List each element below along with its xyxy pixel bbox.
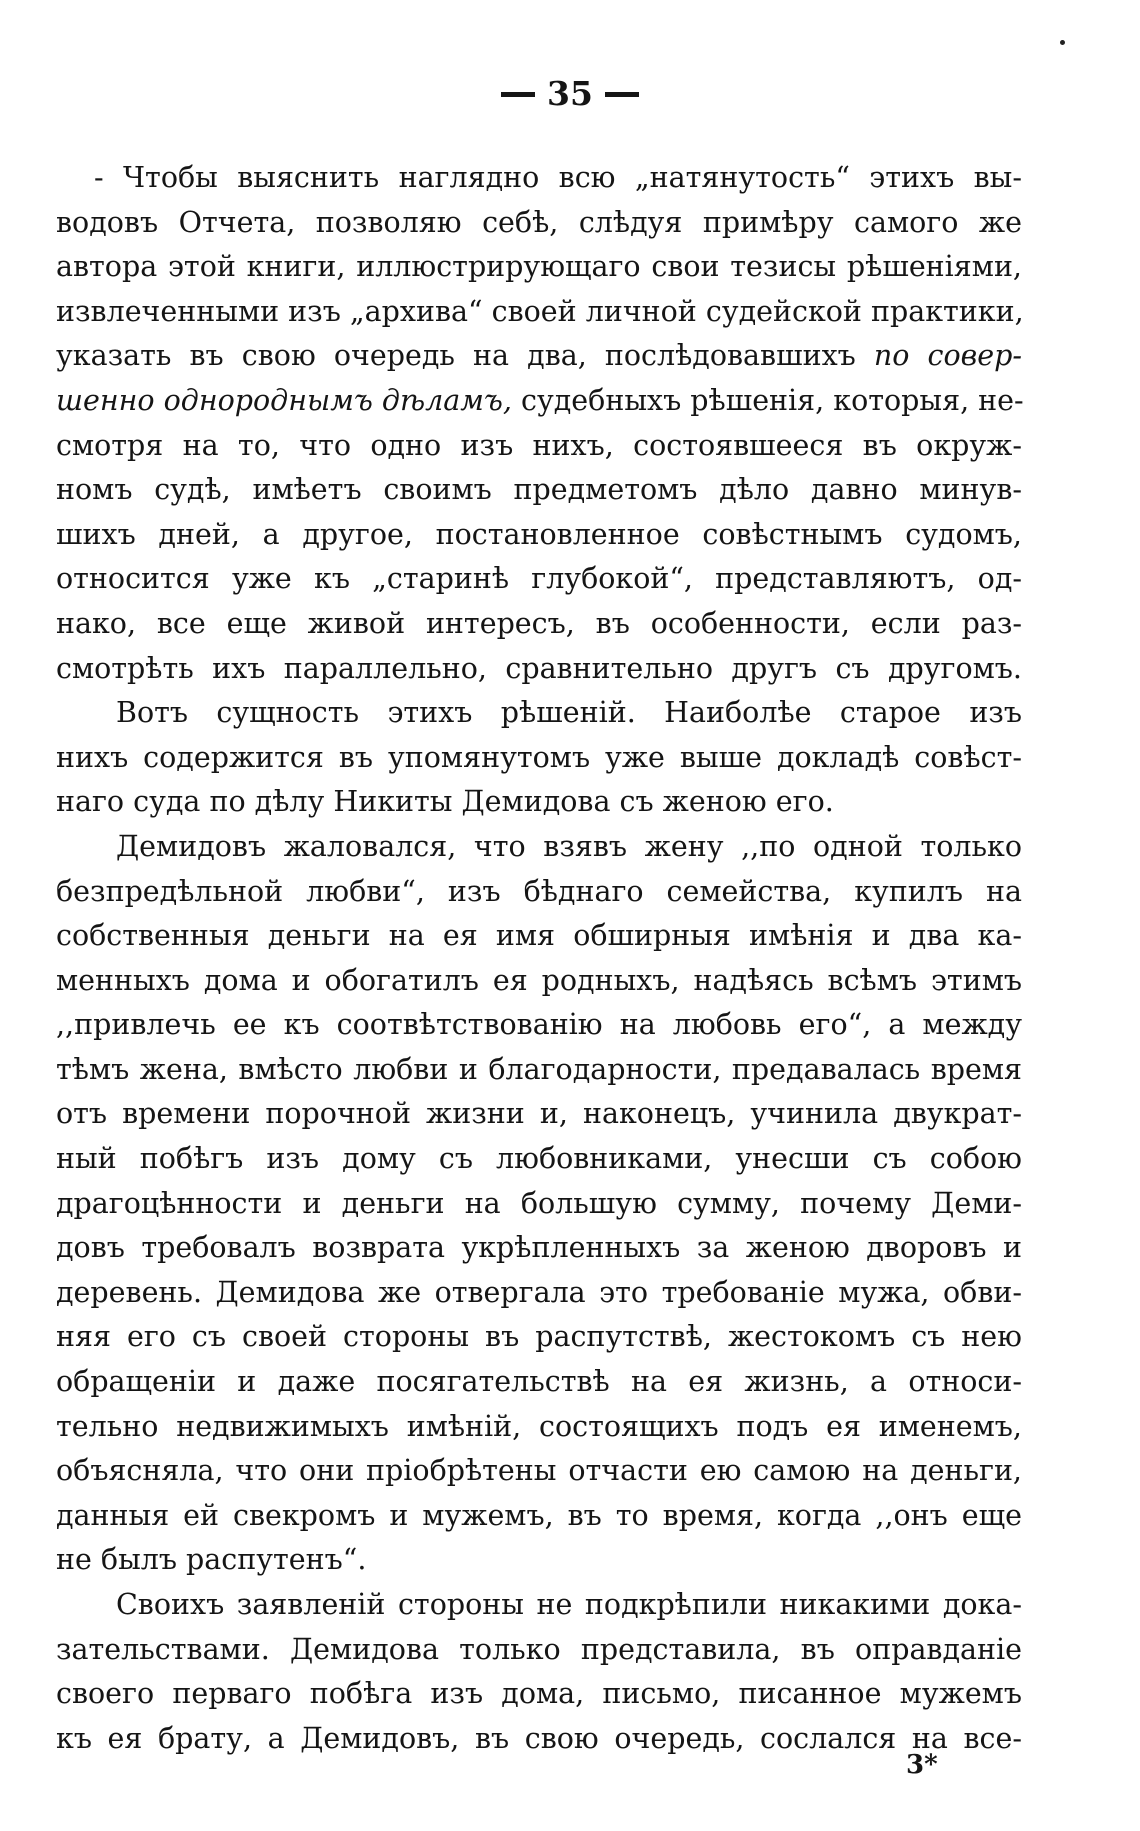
text-line-5 — [56, 334, 1022, 379]
text-line-17: безпредѣльной любви“, изъ бѣднаго семейства, купилъ на — [56, 874, 1022, 908]
text-line-10: относится уже къ „старинѣ глубокой“, представляютъ, од- — [56, 562, 1022, 596]
text-line-21: тѣмъ жена, вмѣсто любви и благодарности, предавалась время — [56, 1052, 1022, 1086]
text-line-26: деревень. Демидова же отвергала это требованіе мужа, обви- — [56, 1275, 1022, 1309]
text-line-33: Своихъ заявленій стороны не подкрѣпили никакими дока- — [116, 1588, 1022, 1621]
page-number-header — [0, 72, 1140, 116]
header-dash-right — [605, 92, 639, 97]
text-line-18: собственныя деньги на ея имя обширныя имѣнія и два ка- — [56, 919, 1022, 953]
text-line-22: отъ времени порочной жизни и, наконецъ, учинила двукрат- — [56, 1097, 1022, 1131]
text-line-25: довъ требовалъ возврата укрѣпленныхъ за женою дворовъ и — [56, 1231, 1022, 1265]
text-line-30: объясняла, что они пріобрѣтены отчасти ею самою на деньги, — [56, 1454, 1022, 1488]
text-line-3: автора этой книги, иллюстрирующаго свои тезисы рѣшеніями, — [56, 250, 1022, 284]
text-line-23: ный побѣгъ изъ дому съ любовниками, унесши съ собою — [56, 1142, 1022, 1176]
text-line-27: няя его съ своей стороны въ распутствѣ, жестокомъ съ нею — [56, 1320, 1022, 1354]
text-line-15: наго суда по дѣлу Никиты Демидова съ женою его. — [56, 785, 834, 819]
text-line-1: - Чтобы выяснить наглядно всю „натянутость“ этихъ вы- — [94, 161, 1022, 194]
text-line-13: Вотъ сущность этихъ рѣшеній. Наиболѣе старое изъ — [116, 696, 1022, 730]
signature-mark: 3* — [906, 1750, 938, 1780]
text-line-6-roman: судебныхъ рѣшенія, которыя, не- — [521, 383, 1024, 417]
text-line-2: водовъ Отчета, позволяю себѣ, слѣдуя примѣру самого же — [56, 205, 1022, 239]
text-line-6 — [56, 379, 1022, 424]
text-line-9: шихъ дней, а другое, постановленное совѣстнымъ судомъ, — [56, 517, 1022, 551]
text-line-28: обращеніи и даже посягательствѣ на ея жизнь, а относи- — [56, 1365, 1022, 1399]
text-line-7: смотря на то, что одно изъ нихъ, состоявшееся въ окруж- — [56, 428, 1022, 462]
text-line-12: смотрѣть ихъ параллельно, сравнительно другъ съ другомъ. — [56, 651, 1022, 685]
text-line-35: своего перваго побѣга изъ дома, письмо, писанное мужемъ — [56, 1677, 1022, 1711]
body-text — [56, 156, 1022, 1761]
italic-phrase-part-2: шенно однороднымъ дѣламъ, — [56, 383, 512, 417]
text-line-36: къ ея брату, а Демидовъ, въ свою очередь, сослался на все- — [56, 1721, 1022, 1755]
text-line-16: Демидовъ жаловался, что взявъ жену ,,по одной только — [116, 829, 1022, 863]
text-line-19: менныхъ дома и обогатилъ ея родныхъ, надѣясь всѣмъ этимъ — [56, 963, 1022, 997]
text-line-32: не былъ распутенъ“. — [56, 1543, 367, 1577]
text-line-24: драгоцѣнности и деньги на большую сумму, почему Деми- — [56, 1186, 1022, 1220]
text-line-20: ,,привлечь ее къ соотвѣтствованію на любовь его“, а между — [56, 1008, 1022, 1042]
italic-phrase-part-1: по совер- — [873, 339, 1022, 373]
text-line-5-roman: указать въ свою очередь на два, послѣдовавшихъ — [56, 339, 856, 373]
text-line-11: нако, все еще живой интересъ, въ особенности, если раз- — [56, 606, 1022, 640]
header-dash-left — [501, 92, 535, 97]
text-line-8: номъ судѣ, имѣетъ своимъ предметомъ дѣло давно минув- — [56, 473, 1022, 507]
text-line-31: данныя ей свекромъ и мужемъ, въ то время, когда ,,онъ еще — [56, 1498, 1022, 1532]
text-line-14: нихъ содержится въ упомянутомъ уже выше докладѣ совѣст- — [56, 740, 1022, 774]
text-line-4: извлеченными изъ „архива“ своей личной судейской практики, — [56, 294, 1024, 328]
page-number: 35 — [547, 74, 593, 113]
text-line-29: тельно недвижимыхъ имѣній, состоящихъ подъ ея именемъ, — [56, 1409, 1022, 1443]
text-line-34: зательствами. Демидова только представила, въ оправданіе — [56, 1632, 1022, 1666]
ink-speck — [1060, 40, 1065, 45]
